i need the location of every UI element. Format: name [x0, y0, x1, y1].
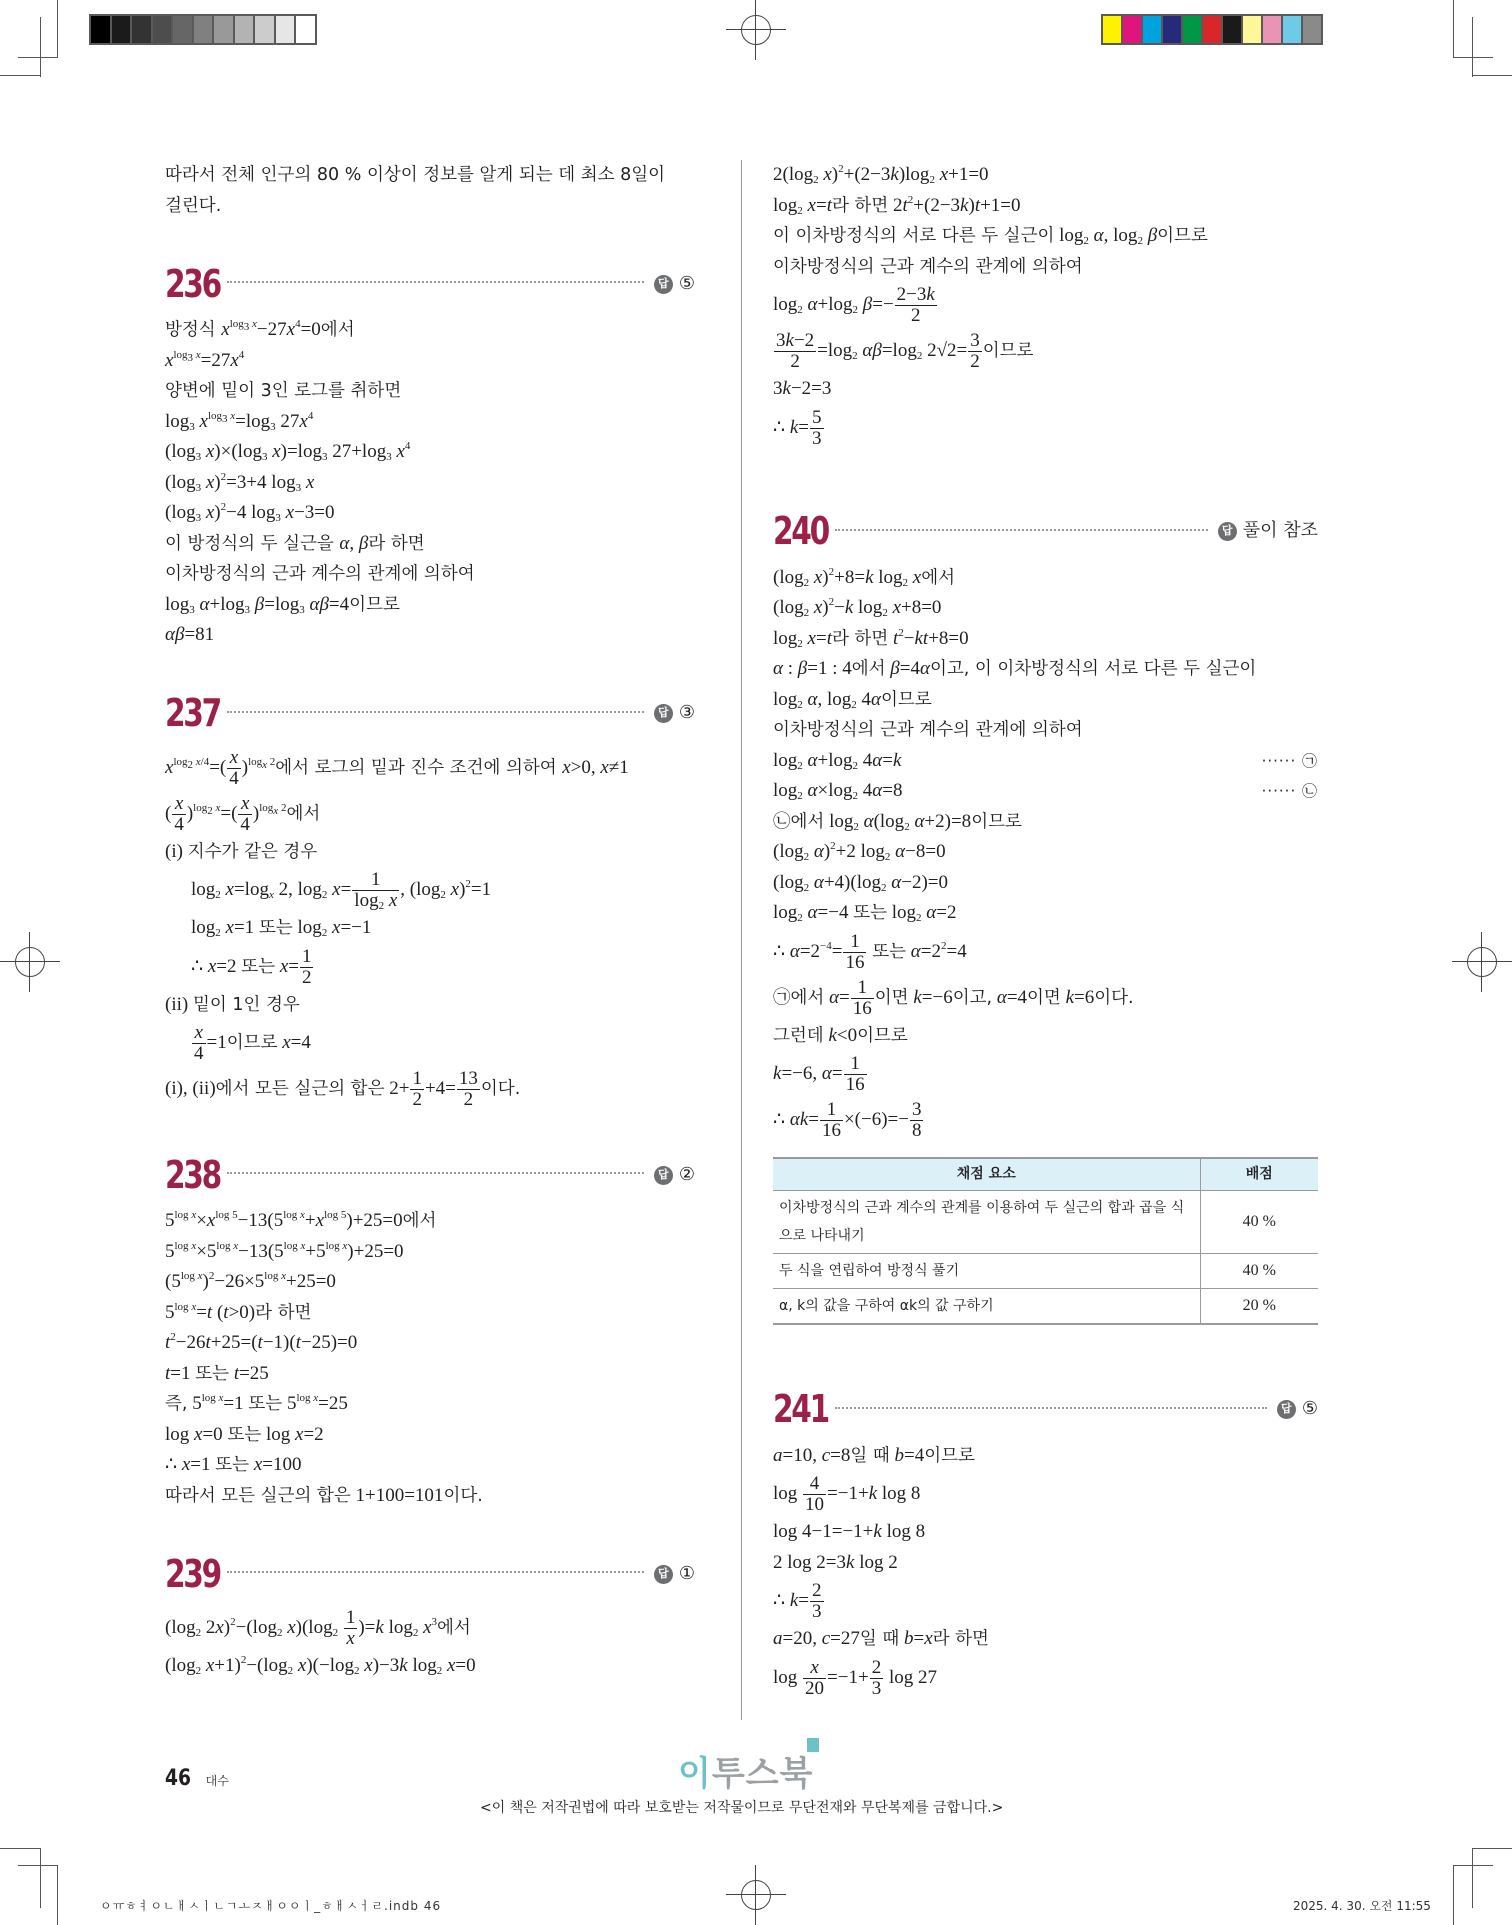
solution-line: ($\log_2$ x)$^2$−k $\log_2 x+8=0$: [773, 596, 942, 619]
solution-line: ∴ k= $\frac{5}{3}$: [773, 406, 822, 449]
problem-number: 237: [165, 691, 220, 736]
solution-line: 이차방정식의 근과 계수의 관계에 의하여: [165, 564, 475, 584]
problem-number: 236: [165, 261, 220, 306]
color-swatch: [1123, 16, 1141, 43]
answer-badge-icon: 답: [654, 704, 673, 723]
color-swatch: [1303, 16, 1321, 43]
page-footer: [165, 1766, 229, 1791]
print-slug-filename: ㅇㅠㅎㅕㅇㄴㅐㅅㅣㄴㄱㅗㅈㅐㅇㅇㅣ_ㅎㅐㅅㅓㄹ.indb 46: [100, 1899, 442, 1913]
solution-line: log 4−1=−1+k log 8: [773, 1521, 926, 1542]
solution-line: $\log_2 x=1$ 또는 $\log_2 x=-1$: [191, 917, 372, 939]
color-swatch: [153, 16, 172, 43]
problem-header: [773, 509, 1318, 555]
solution-line: k=−6, α= $\frac{1}{16}$: [773, 1053, 865, 1096]
table-row: [773, 1253, 1318, 1288]
logo-text: 투스북: [711, 1754, 814, 1794]
solution-line: ($\log_2$ $x+1)^2-(\log_2$ $x)(-\log_2$ x)−3k $\log_2 x=0$: [165, 1654, 476, 1677]
solution-line: ( $\frac{x}{4}$ )$^{log_2 x}$=( $\frac{x}{4}$ )$^{log_x 2}$에서: [165, 792, 321, 835]
scoring-item: α, k의 값을 구하여 αk의 값 구하기: [773, 1288, 1200, 1324]
table-row: [773, 1190, 1318, 1253]
problem-239-continued: [773, 160, 1318, 451]
problem-237: [165, 691, 695, 1113]
color-swatch: [1243, 16, 1261, 43]
color-swatch: [214, 16, 233, 43]
registration-mark-right: [1452, 932, 1512, 992]
solution-line: (i), (ii)에서 모든 실근의 합은 2+ $\frac{1}{2}$ +4= $\frac{13}{2}$ 이다.: [165, 1068, 521, 1111]
solution-line: $\log_2 \alpha$, $\log_2 4\alpha$이므로: [773, 688, 932, 711]
table-row: [773, 1288, 1318, 1324]
solution-line: ($\log_3$ x)$^2$=3+4 $\log_3 x$: [165, 470, 315, 494]
answer-value: ①: [678, 1562, 695, 1584]
answer-value: ③: [678, 702, 695, 724]
answer-value: ⑤: [678, 272, 695, 294]
solution-line: ∴ $\alpha=2^{-4}=$ $\frac{1}{16}$ 또는 $\alpha=2^2=4$: [773, 930, 967, 973]
table-header: 채점 요소: [773, 1158, 1200, 1190]
solution-line: ∴ x=2 또는 x= $\frac{1}{2}$: [191, 945, 312, 988]
solution-line: a=20, c=27일 때 b=x라 하면: [773, 1628, 989, 1649]
solution-line: $\log_2 x=t$라 하면 $t^2-kt+8=0$: [773, 626, 969, 650]
solution-line: 이차방정식의 근과 계수의 관계에 의하여: [773, 720, 1083, 740]
intro-line: 따라서 전체 인구의 80 % 이상이 정보를 알게 되는 데 최소 8일이: [165, 165, 666, 185]
problem-header: [165, 1152, 695, 1198]
solution-line: $5^{log x}\times x^{log 5}-13(5^{log x}+x^{log 5})+25=0$에서: [165, 1209, 437, 1231]
answer-badge-icon: 답: [1277, 1400, 1296, 1419]
cmyk-color-bar: [1101, 14, 1323, 45]
solution-line: $2(\log_2$ $x)^2+(2-3k)\log_2$ x+1=0: [773, 163, 989, 186]
solution-line: (i) 지수가 같은 경우: [165, 840, 318, 862]
registration-mark-bottom: [726, 1865, 786, 1925]
table-header: 배점: [1200, 1158, 1318, 1190]
solution-body: [165, 315, 695, 651]
scoring-item: 이차방정식의 근과 계수의 관계를 이용하여 두 실근의 합과 곱을 식으로 나타내기: [773, 1190, 1200, 1253]
solution-line: αβ=81: [165, 624, 215, 645]
solution-line: log $\frac{4}{10}$ =−1+k log 8: [773, 1473, 921, 1516]
grayscale-color-bar: [89, 14, 317, 45]
answer: [654, 1160, 695, 1191]
solution-line: 방정식 $x^{log_3 x}-27x^4=0$에서: [165, 318, 355, 340]
solution-line: $5^{log x}=t$ (t>0)라 하면: [165, 1300, 312, 1323]
solution-body: [773, 563, 1318, 1144]
answer-badge-icon: 답: [1218, 522, 1237, 541]
solution-line: $\log_2 x=\log_x$ 2, $\log_2 x=$ $\frac{1}{\log_2 x}$ , ($\log_2$ x)$^2$=1: [191, 869, 492, 913]
color-swatch: [1283, 16, 1301, 43]
answer-badge-icon: 답: [654, 1565, 673, 1584]
color-swatch: [235, 16, 254, 43]
color-swatch: [276, 16, 295, 43]
answer: [654, 269, 695, 300]
dotted-leader: [227, 1172, 644, 1174]
solution-line: $\frac{3k-2}{2}$ $=\log_2$ $\alpha\beta=\log_2$ 2√2= $\frac{3}{2}$ 이므로: [776, 330, 1034, 373]
column-divider: [741, 160, 742, 1720]
solution-line: $x^{log_2 x/4}=$( $\frac{x}{4}$ )$^{log_x 2}$에서 로그의 밑과 진수 조건에 의하여 x>0, x≠1: [165, 746, 629, 789]
scoring-item: 두 식을 연립하여 방정식 풀기: [773, 1253, 1200, 1288]
answer-badge-icon: 답: [654, 275, 673, 294]
solution-line: $\log_3 x^{log_3 x}=\log_3$ $27x^4$: [165, 409, 314, 433]
registration-mark-top: [726, 0, 786, 60]
solution-line: ($\log_2$ $\alpha+4)(\log_2$ α−2)=0: [773, 871, 948, 894]
color-swatch: [91, 16, 110, 43]
bookmark-flag-icon: [807, 1738, 819, 1752]
scoring-points: 40 %: [1200, 1253, 1318, 1288]
dotted-leader: [227, 1571, 644, 1573]
answer-badge-icon: 답: [654, 1166, 673, 1185]
color-swatch: [1263, 16, 1281, 43]
color-swatch: [296, 16, 315, 43]
solution-line: ㉡에서 $\log_2 \alpha(\log_2$ α+2)=8이므로: [773, 810, 1022, 833]
answer-value: ⑤: [1301, 1398, 1318, 1420]
color-swatch: [194, 16, 213, 43]
solution-line: log x=0 또는 log x=2: [165, 1423, 324, 1445]
registration-mark-left: [0, 932, 60, 992]
scoring-points: 40 %: [1200, 1190, 1318, 1253]
solution-line: 이 방정식의 두 실근을 α, β라 하면: [165, 532, 425, 554]
problem-header: [165, 261, 695, 307]
solution-line: $x^{log_3 x}=27x^4$: [165, 348, 245, 371]
solution-line: 그런데 k<0이므로: [773, 1024, 908, 1046]
solution-line: ∴ x=1 또는 x=100: [165, 1454, 302, 1475]
problem-number: 241: [773, 1387, 828, 1432]
solution-body: [773, 1441, 1318, 1701]
solution-line: $\log_2 \alpha\times\log_2$ 4α=8 ······ ㉡: [773, 780, 1318, 802]
color-swatch: [1143, 16, 1161, 43]
problem-240: [773, 509, 1318, 1325]
solution-line: 따라서 모든 실근의 합은 1+100=101이다.: [165, 1484, 483, 1506]
solution-line: ∴ k= $\frac{2}{3}$: [773, 1580, 822, 1623]
color-swatch: [1183, 16, 1201, 43]
dotted-leader: [835, 1407, 1267, 1409]
solution-line: ㉠에서 α= $\frac{1}{16}$ 이면 k=−6이고, α=4이면 k=6이다.: [773, 976, 1134, 1019]
solution-line: ∴ αk= $\frac{1}{16}$ ×(−6)=− $\frac{3}{8}$: [773, 1099, 922, 1142]
problem-number: 240: [773, 509, 828, 554]
problem-header: [165, 691, 695, 737]
left-problems: [165, 261, 695, 1682]
solution-line: $5^{log x}\times 5^{log x}-13(5^{log x}+5^{log x})+25=0$: [165, 1239, 404, 1262]
solution-line: $\log_2 \alpha+\log_2$ β=− $\frac{2-3k}{2}$: [773, 284, 935, 327]
right-column: [773, 160, 1318, 1701]
solution-line: $t^2-26t+25=(t-1)(t-25)=0$: [165, 1331, 358, 1353]
answer: [1277, 1394, 1318, 1425]
problem-236: [165, 261, 695, 651]
page-number: 46: [165, 1766, 192, 1791]
section-name: 대수: [205, 1774, 229, 1788]
answer-value: 풀이 참조: [1242, 520, 1318, 542]
solution-line: 이차방정식의 근과 계수의 관계에 의하여: [773, 256, 1083, 277]
solution-line: a=10, c=8일 때 b=4이므로: [773, 1444, 975, 1466]
color-swatch: [1103, 16, 1121, 43]
problem-header: [773, 1387, 1318, 1433]
solution-line: ($\log_3$ $x)\times(\log_3$ $x)=\log_3$ $27+\log_3$ $x^4$: [165, 440, 411, 463]
solution-line: ($\log_3$ x)$^2$−4 $\log_3 x-3=0$: [165, 501, 335, 524]
solution-line: $\log_2 \alpha=-4$ 또는 $\log_2 \alpha=2$: [773, 902, 957, 924]
solution-line: ($\log_2$ α)$^2$+2 $\log_2 \alpha-8=0$: [773, 840, 946, 863]
problem-238: [165, 1152, 695, 1511]
problem-239: [165, 1551, 695, 1682]
solution-line: α : β=1 : 4에서 β=4α이고, 이 이차방정식의 서로 다른 두 실근이: [773, 658, 1257, 679]
answer-value: ②: [678, 1163, 695, 1185]
color-swatch: [1223, 16, 1241, 43]
solution-line: $\log_2 \alpha+\log_2$ 4α=k ······ ㉠: [773, 749, 1318, 772]
color-swatch: [132, 16, 151, 43]
solution-body: [165, 1605, 695, 1682]
color-swatch: [112, 16, 131, 43]
problem-241: [773, 1387, 1318, 1701]
answer: [654, 1559, 695, 1590]
solution-line: (ii) 밑이 1인 경우: [165, 993, 300, 1015]
problem-number: 238: [165, 1152, 220, 1197]
solution-line: 2 log 2=3k log 2: [773, 1551, 898, 1573]
intro-paragraph: [165, 160, 695, 221]
intro-line: 걸린다.: [165, 195, 222, 216]
solution-body: [165, 745, 695, 1113]
color-swatch: [1203, 16, 1221, 43]
solution-line: t=1 또는 t=25: [165, 1362, 269, 1384]
solution-line: 3k−2=3: [773, 378, 832, 399]
solution-line: ($\log_2$ $2x)^2-(\log_2$ $x)(\log_2$ $\frac{1}{x}$ )=k $\log_2 x^3$에서: [165, 1607, 471, 1650]
dotted-leader: [227, 711, 644, 713]
left-column: [165, 160, 695, 1682]
solution-line: $\log_3 \alpha+\log_3$ $\beta=\log_3$ αβ=4이므로: [165, 593, 400, 616]
solution-line: 이 이차방정식의 서로 다른 두 실근이 $\log_2 \alpha$, $\log_2 \beta$이므로: [773, 225, 1208, 247]
solution-line: 즉, $5^{log x}=1$ 또는 $5^{log x}=25$: [165, 1392, 348, 1414]
color-swatch: [255, 16, 274, 43]
solution-line: ($\log_2$ x)$^2$+8=k $\log_2 x$에서: [773, 565, 956, 589]
answer: [1218, 516, 1318, 547]
copyright-notice: <이 책은 저작권법에 따라 보호받는 저작물이므로 무단전재와 무단복제를 금합니다.>: [480, 1800, 1004, 1816]
color-swatch: [173, 16, 192, 43]
problem-number: 239: [165, 1551, 220, 1596]
print-slug-date: 2025. 4. 30. 오전 11:55: [1293, 1899, 1431, 1913]
solution-line: 양변에 밑이 3인 로그를 취하면: [165, 381, 402, 401]
dotted-leader: [835, 529, 1208, 531]
color-swatch: [1163, 16, 1181, 43]
problem-header: [165, 1551, 695, 1597]
answer: [654, 698, 695, 729]
scoring-table: [773, 1157, 1318, 1325]
scoring-points: 20 %: [1200, 1288, 1318, 1324]
solution-line: $(5^{log x})^2-26\times 5^{log x}+25=0$: [165, 1270, 336, 1292]
solution-body: [165, 1206, 695, 1511]
logo-text-accent: 이: [678, 1754, 712, 1794]
publisher-logo: [678, 1746, 813, 1795]
dotted-leader: [227, 281, 644, 283]
solution-line: $\log_2 x=t$라 하면 $2t^2+(2-3k)t+1=0$: [773, 193, 1021, 217]
right-problems: [773, 509, 1318, 1701]
solution-line: $\frac{x}{4}$ =1이므로 x=4: [194, 1022, 311, 1065]
solution-line: log $\frac{x}{20}$ =−1+ $\frac{2}{3}$ log 27: [773, 1656, 937, 1699]
